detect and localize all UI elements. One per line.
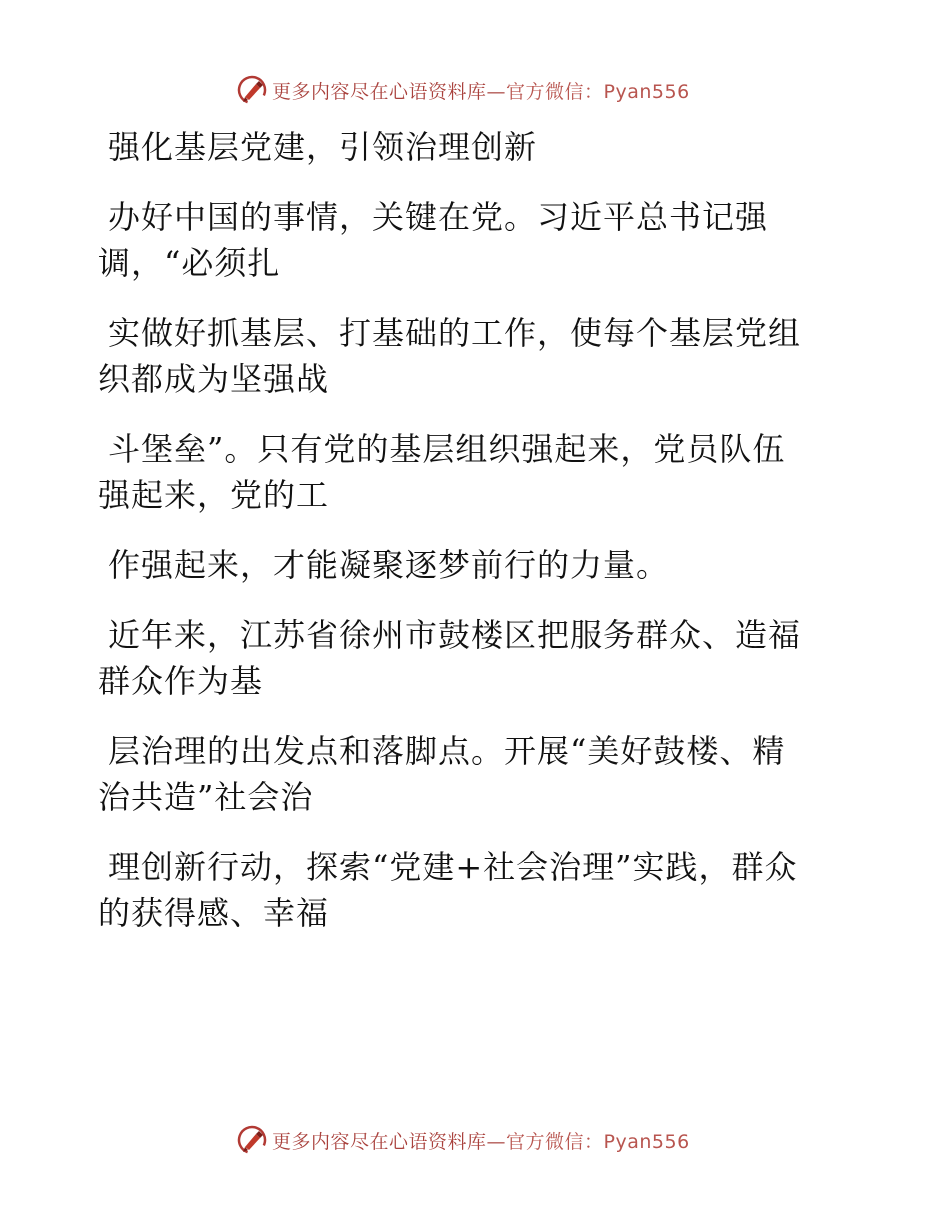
footer-banner (236, 1122, 690, 1158)
paragraph-line: 近年来，江苏省徐州市鼓楼区把服务群众、造福 (108, 616, 802, 654)
paragraph-line: 群众作为基 (98, 662, 264, 700)
paragraph-line: 强起来，党的工 (98, 476, 330, 514)
pen-logo-icon (236, 1124, 268, 1156)
paragraph-line: 办好中国的事情，关键在党。习近平总书记强 (108, 198, 769, 236)
document-title: 强化基层党建，引领治理创新 (108, 128, 538, 166)
footer-banner-text: 更多内容尽在心语资料库—官方微信：Pyan556 (272, 1130, 690, 1153)
paragraph-line: 理创新行动，探索“党建+社会治理”实践，群众 (108, 848, 798, 886)
pen-logo-icon (236, 74, 268, 106)
paragraph-line: 作强起来，才能凝聚逐梦前行的力量。 (108, 546, 670, 584)
paragraph-line: 治共造”社会治 (98, 778, 314, 816)
document-body (98, 124, 858, 936)
paragraph-line: 层治理的出发点和落脚点。开展“美好鼓楼、精 (108, 732, 786, 770)
header-banner-text: 更多内容尽在心语资料库—官方微信：Pyan556 (272, 80, 690, 103)
header-banner (236, 72, 690, 108)
paragraph-line: 实做好抓基层、打基础的工作，使每个基层党组 (108, 314, 802, 352)
paragraph-line: 的获得感、幸福 (98, 894, 330, 932)
paragraph-line: 织都成为坚强战 (98, 360, 330, 398)
paragraph-line: 调，“必须扎 (98, 244, 281, 282)
paragraph-line: 斗堡垒”。只有党的基层组织强起来，党员队伍 (108, 430, 786, 468)
